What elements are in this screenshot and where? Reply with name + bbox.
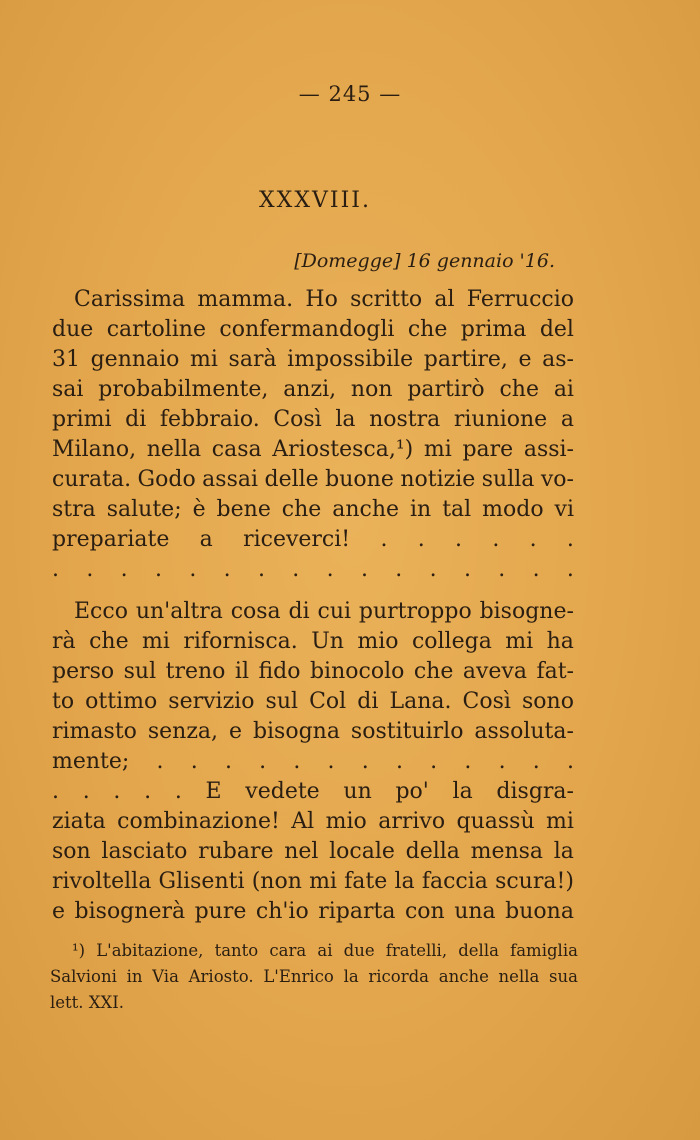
word: la — [335, 407, 356, 432]
chapter-title: XXXVIII. — [259, 188, 371, 213]
word: scura!) — [495, 869, 574, 894]
word: . — [455, 527, 463, 552]
word: Lana. — [389, 689, 452, 714]
word: pure — [194, 899, 247, 924]
word: . — [52, 779, 59, 804]
word: son — [52, 839, 91, 864]
word: . — [529, 527, 537, 552]
word: in — [410, 497, 432, 522]
word: . — [360, 557, 368, 582]
word: ricorda — [368, 967, 430, 986]
word: as- — [542, 347, 574, 372]
word: locale — [329, 839, 395, 864]
word: . — [156, 749, 164, 774]
word: prepariate — [52, 527, 170, 552]
word: e — [228, 719, 242, 744]
word: anche — [332, 497, 400, 522]
word: fratelli, — [385, 941, 448, 960]
word: bene — [216, 497, 271, 522]
word: combinazione! — [117, 809, 280, 834]
word: partirò — [407, 377, 485, 402]
word: confermandogli — [219, 317, 395, 342]
word: Salvioni — [50, 967, 117, 986]
word: al — [434, 287, 455, 312]
word: riunione — [453, 407, 548, 432]
word: L'abitazione, — [96, 941, 204, 960]
word: ch'io — [255, 899, 309, 924]
word: . — [395, 557, 403, 582]
text-line — [52, 657, 574, 687]
word: Glisenti — [158, 869, 245, 894]
word: buona — [505, 899, 574, 924]
word: nel — [284, 839, 319, 864]
word: . — [498, 749, 506, 774]
word: sarà — [228, 347, 277, 372]
word: ziata — [52, 809, 106, 834]
word: mensa — [470, 839, 544, 864]
word: una — [454, 899, 496, 924]
word: gennaio — [90, 347, 180, 372]
word: mi — [309, 869, 337, 894]
text-line — [52, 867, 574, 897]
word: non — [350, 377, 393, 402]
word: sai — [52, 377, 84, 402]
word: casa — [211, 437, 262, 462]
text-line — [52, 627, 574, 657]
word: perso — [52, 659, 115, 684]
word: . — [463, 557, 471, 582]
word: pare — [462, 437, 514, 462]
word: la — [553, 839, 574, 864]
footnote-line: lett. XXI. — [50, 993, 125, 1012]
word: . — [566, 749, 574, 774]
word: la — [452, 779, 473, 804]
word: che — [281, 497, 322, 522]
word: . — [498, 557, 506, 582]
text-line — [52, 495, 574, 525]
word: salute; — [106, 497, 182, 522]
word: Ferruccio — [466, 287, 574, 312]
word: ¹) — [72, 941, 86, 960]
word: è — [192, 497, 206, 522]
word: Al — [291, 809, 315, 834]
word: . — [327, 749, 335, 774]
word: buone — [325, 467, 394, 492]
word: della — [405, 839, 460, 864]
word: fate — [344, 869, 388, 894]
word: . — [492, 527, 500, 552]
word: di — [125, 407, 147, 432]
word: vi — [554, 497, 574, 522]
word: curata. — [52, 467, 132, 492]
word: scritto — [350, 287, 423, 312]
text-line — [52, 837, 574, 867]
word: rà — [52, 629, 76, 654]
word: faccia — [421, 869, 488, 894]
word: . — [257, 557, 265, 582]
dateline: [Domegge] 16 gennaio '16. — [294, 250, 555, 272]
word: sua — [549, 967, 578, 986]
word: sostituirlo — [350, 719, 464, 744]
word: ha — [546, 629, 574, 654]
word: . — [154, 557, 162, 582]
word: un'altra — [135, 599, 223, 624]
word: modo — [482, 497, 544, 522]
ink-smudge — [52, 238, 132, 250]
text-line — [52, 687, 574, 717]
word: mi — [546, 809, 574, 834]
word: E — [205, 779, 222, 804]
word: in — [126, 967, 143, 986]
word: mente; — [52, 749, 130, 774]
word: cartoline — [106, 317, 206, 342]
word: un — [343, 779, 372, 804]
paragraph — [52, 597, 574, 927]
word: Godo — [137, 467, 196, 492]
paragraph — [52, 285, 574, 585]
text-line — [52, 375, 574, 405]
word: ai — [317, 941, 333, 960]
word: . — [86, 557, 94, 582]
paragraph-gap — [52, 585, 574, 597]
word: . — [532, 557, 540, 582]
word: . — [174, 779, 182, 804]
word: mi — [142, 629, 170, 654]
word: . — [224, 749, 232, 774]
word: Ecco — [74, 599, 128, 624]
word: vo- — [540, 467, 574, 492]
word: nostra — [369, 407, 441, 432]
word: . — [259, 749, 267, 774]
word: anche — [438, 967, 489, 986]
word: treno — [165, 659, 226, 684]
word: . — [429, 557, 437, 582]
word: sulla — [481, 467, 535, 492]
word: e — [518, 347, 532, 372]
word: la — [394, 869, 415, 894]
word: cara — [269, 941, 307, 960]
word: . — [532, 749, 540, 774]
word: . — [566, 557, 574, 582]
word: mi — [190, 347, 218, 372]
word: fat- — [536, 659, 574, 684]
word: mio — [325, 809, 367, 834]
word: il — [234, 659, 249, 684]
word: impossibile — [287, 347, 414, 372]
word: rimasto — [52, 719, 137, 744]
word: prima — [460, 317, 527, 342]
word: mamma. — [197, 287, 294, 312]
word: riparta — [318, 899, 396, 924]
word: . — [293, 749, 301, 774]
word: tanto — [214, 941, 259, 960]
text-line — [52, 897, 574, 927]
word: a — [560, 407, 574, 432]
word: di — [288, 599, 310, 624]
word: . — [52, 557, 59, 582]
word: cosa — [230, 599, 281, 624]
word: riceverci! — [243, 527, 351, 552]
text-line — [52, 465, 574, 495]
word: che — [407, 317, 448, 342]
word: che — [89, 629, 129, 654]
word: mi — [423, 437, 452, 462]
word: po' — [395, 779, 429, 804]
word: di — [357, 689, 379, 714]
word: servizio — [168, 689, 255, 714]
word: sul — [265, 689, 299, 714]
word: L'Enrico — [263, 967, 334, 986]
word: . — [380, 527, 388, 552]
word: sul — [123, 659, 157, 684]
word: Un — [311, 629, 344, 654]
word: ottimo — [85, 689, 158, 714]
text-line — [52, 747, 574, 777]
word: mi — [505, 629, 534, 654]
word: primi — [52, 407, 112, 432]
word: . — [120, 557, 128, 582]
word: Così — [462, 689, 511, 714]
word: bisognerà — [74, 899, 186, 924]
word: della — [458, 941, 499, 960]
footnote-line — [50, 938, 578, 964]
word: to — [52, 689, 75, 714]
word: due — [343, 941, 375, 960]
word: due — [52, 317, 94, 342]
word: Ariosto. — [188, 967, 254, 986]
word: del — [539, 317, 574, 342]
word: anzi, — [283, 377, 337, 402]
word: partire, — [423, 347, 508, 372]
word: bisogna — [252, 719, 340, 744]
word: binocolo — [309, 659, 405, 684]
word: purtroppo — [358, 599, 472, 624]
word: notizie — [400, 467, 476, 492]
word: tal — [442, 497, 472, 522]
word: la — [343, 967, 359, 986]
word: . — [189, 557, 197, 582]
word: senza, — [147, 719, 219, 744]
word: (non — [251, 869, 302, 894]
word: probabilmente, — [98, 377, 269, 402]
text-line — [52, 285, 574, 315]
word: bisogne- — [479, 599, 574, 624]
word: . — [144, 779, 152, 804]
text-line — [52, 555, 574, 585]
word: . — [326, 557, 334, 582]
word: disgra- — [496, 779, 574, 804]
word: collega — [411, 629, 492, 654]
text-line — [52, 807, 574, 837]
word: assi- — [523, 437, 574, 462]
text-line — [52, 405, 574, 435]
footnote — [50, 938, 578, 1016]
footnote-line — [50, 964, 578, 990]
word: e — [52, 899, 66, 924]
word: Col — [309, 689, 347, 714]
word: sono — [522, 689, 574, 714]
word: rifornisca. — [183, 629, 298, 654]
text-line — [52, 435, 574, 465]
word: Carissima — [74, 287, 186, 312]
text-line — [52, 315, 574, 345]
word: Ariostesca,¹) — [272, 437, 414, 462]
word: assai — [202, 467, 259, 492]
word: . — [430, 749, 438, 774]
word: stra — [52, 497, 96, 522]
word: rubare — [198, 839, 274, 864]
word: famiglia — [510, 941, 578, 960]
word: delle — [264, 467, 319, 492]
word: nella — [498, 967, 540, 986]
page-number: — 245 — — [298, 82, 402, 106]
word: . — [395, 749, 403, 774]
word: . — [417, 527, 425, 552]
letter-body — [52, 285, 574, 927]
word: . — [361, 749, 369, 774]
word: fido — [258, 659, 301, 684]
word: Così — [273, 407, 322, 432]
word: . — [113, 779, 121, 804]
word: che — [413, 659, 454, 684]
text-line — [52, 597, 574, 627]
word: a — [199, 527, 213, 552]
word: Ho — [305, 287, 338, 312]
word: mio — [357, 629, 399, 654]
word: Milano, — [52, 437, 137, 462]
word: nella — [146, 437, 202, 462]
text-line — [52, 345, 574, 375]
word: 31 — [52, 347, 80, 372]
word: vedete — [245, 779, 320, 804]
word: . — [464, 749, 472, 774]
text-line — [52, 717, 574, 747]
text-line — [52, 777, 574, 807]
word: . — [292, 557, 300, 582]
word: ai — [553, 377, 574, 402]
word: assoluta- — [474, 719, 574, 744]
word: lasciato — [101, 839, 188, 864]
word: che — [499, 377, 539, 402]
word: . — [566, 527, 574, 552]
word: . — [223, 557, 231, 582]
word: aveva — [462, 659, 527, 684]
word: febbraio. — [159, 407, 260, 432]
word: rivoltella — [52, 869, 152, 894]
word: arrivo — [378, 809, 446, 834]
text-line — [52, 525, 574, 555]
word: Via — [152, 967, 179, 986]
word: con — [404, 899, 445, 924]
word: quassù — [456, 809, 535, 834]
word: . — [82, 779, 90, 804]
word: . — [190, 749, 198, 774]
word: cui — [317, 599, 352, 624]
